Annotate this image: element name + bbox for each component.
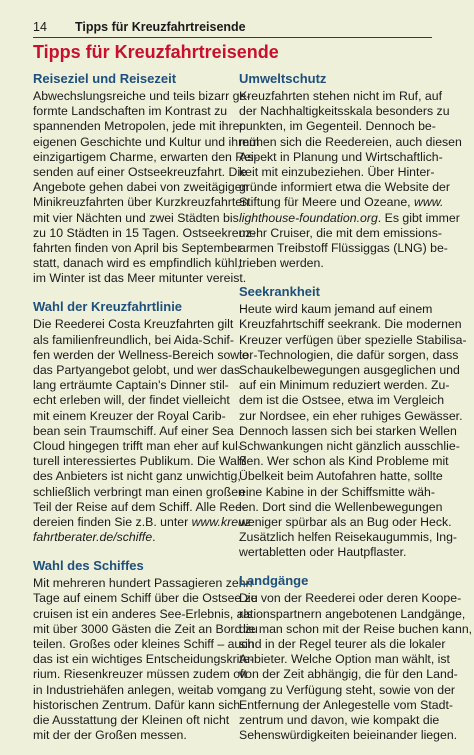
text-line: senden auf einer Ostseekreuzfahrt. Die (33, 164, 247, 179)
text-line: tor-Technologien, die dafür sorgen, dass (239, 347, 459, 362)
text-line: fen werden der Wellness-Bereich sowie (33, 347, 249, 362)
text-line: ßen. Wer schon als Kind Probleme mit (239, 454, 449, 469)
text-line: das Partyangebot gelobt, und wer das (33, 363, 241, 377)
text-line: Angebote gehen dabei von zweitägigen (33, 180, 249, 195)
text-line: rium. Riesenkreuzer müssen zudem oft (33, 667, 247, 682)
text-line: punkten, im Gegenteil. Dennoch be- (239, 119, 436, 134)
text-line: von der Zeit abhängig, die für den Land- (239, 667, 458, 682)
text-line: gang zu Verfügung steht, sowie von der (239, 682, 456, 697)
text-line: eine Kabine in der Schiffsmitte wäh- (239, 484, 435, 499)
text-line: fahrtberater.de/schiffe. (33, 530, 156, 545)
text-line: len. Dort sind die Wellenbewegungen (239, 499, 443, 514)
text-line: gründe informiert etwa die Website der (239, 180, 450, 195)
text-line: bean sein Traumschiff. Auf einer Sea (33, 423, 234, 438)
page-number: 14 (33, 20, 47, 34)
text-line: dem ist die Ostsee, etwa im Vergleich (239, 393, 445, 408)
text-line: Sehenswürdigkeiten beieinander liegen. (239, 728, 458, 743)
text-line: Die von der Reederei oder deren Koope- (239, 591, 462, 606)
text-line: spannenden Metropolen, jede mit ihrer (33, 119, 244, 134)
section-body (239, 89, 462, 271)
text-line: Zusätzlich helfen Reisekaugummis, Ing- (239, 530, 458, 545)
text-line: sind in der Regel teurer als die lokaler (239, 637, 446, 651)
text-line: mit vier Nächten und zwei Städten bis (33, 210, 239, 225)
section-body (33, 317, 252, 545)
text-line: Schwankungen nicht gänzlich ausschlie- (239, 438, 460, 453)
section-umweltschutz (239, 70, 462, 271)
section-body (33, 89, 260, 286)
text-line: in Industriehäfen anlegen, weitab vom (33, 682, 241, 697)
section-heading: Landgänge (239, 573, 309, 589)
section-seekrankheit (239, 283, 467, 560)
text-line: fahrten finden von April bis September (33, 240, 242, 255)
text-line: mühen sich die Reedereien, auch diesen (239, 134, 462, 149)
text-line: der Nachhaltigkeitsskala besonders zu (239, 104, 450, 119)
section-heading: Umweltschutz (239, 71, 327, 86)
text-line: des Anbieters ist nicht ganz unwichtig, (33, 469, 241, 484)
section-kreuzfahrtlinie (33, 298, 252, 545)
text-line: zur Nordsee, ein eher ruhiges Gewässer. (239, 408, 463, 423)
text-line: wertabletten oder Hautpflaster. (239, 545, 407, 560)
text-line: Entfernung der Anlegestelle vom Stadt- (239, 697, 453, 712)
text-line: lang erträumte Captain's Dinner stil- (33, 378, 229, 393)
chapter-title: Tipps für Kreuzfahrtreisende (33, 42, 279, 62)
text-line: Abwechslungsreiche und teils bizarr ge- (33, 89, 251, 103)
text-line: dereien finden Sie z.B. unter www.kreuz (33, 514, 252, 529)
section-heading: Wahl des Schiffes (33, 558, 144, 574)
text-line: einzigartigem Charme, erwarten den Rei- (33, 149, 258, 164)
text-line: trieben werden. (239, 256, 324, 271)
section-body (239, 302, 467, 560)
text-line: die Ausstattung der Kleinen oft nicht (33, 712, 230, 727)
text-line: statt, danach wird es empfindlich kühl, (33, 256, 241, 271)
text-line: armen Treibstoff Flüssiggas (LNG) be- (239, 240, 448, 255)
text-line: zu 10 Städten in 15 Tagen. Ostseekreuz- (33, 225, 256, 240)
text-line: Kreuzer verfügen über spezielle Stabilisa- (239, 332, 467, 347)
text-line: Mit mehreren hundert Passagieren zehn (33, 576, 253, 591)
text-line: rationspartnern angebotenen Landgänge, (239, 606, 466, 621)
text-line: Übelkeit beim Autofahren hatte, sollte (239, 469, 443, 484)
text-line: weniger spürbar als an Bug oder Heck. (239, 514, 452, 529)
text-line: echt erleben will, der findet vielleicht (33, 393, 230, 408)
text-line: Die Reederei Costa Kreuzfahrten gilt (33, 317, 234, 332)
text-line: Heute wird kaum jemand auf einem (239, 302, 433, 317)
text-line: das ist ein wichtiges Entscheidungskrite- (33, 652, 254, 667)
section-heading: Wahl der Kreuzfahrtlinie (33, 299, 183, 315)
text-line: zentrum und davon, wie kompakt die (239, 712, 440, 727)
text-line: mit der der Großen messen. (33, 728, 187, 743)
text-line: mehr Cruiser, die mit dem emissions- (239, 225, 442, 240)
text-line: Aspekt in Planung und Wirtschaftlich- (239, 149, 443, 164)
text-line: die man schon mit der Reise buchen kann, (239, 621, 473, 636)
text-line: als familienfreundlich, bei Aida-Schif- (33, 332, 234, 347)
text-line: Stiftung für Meere und Ozeane, www. (239, 195, 444, 210)
section-reiseziel (33, 70, 260, 286)
text-line: eigenen Geschichte und Kultur und ihrem (33, 134, 260, 149)
text-line: turell interessiertes Publikum. Die Wahl (33, 454, 247, 469)
text-line: Dennoch lassen sich bei starken Wellen (239, 423, 457, 438)
text-line: mit über 3000 Gästen die Zeit an Bord zu (33, 621, 258, 636)
section-body (33, 576, 258, 743)
text-line: Anbieter. Welche Option man wählt, ist (239, 652, 450, 667)
text-line: Schaukelbewegungen ausgeglichen und (239, 363, 460, 377)
text-line: schließlich verbringt man einen großen (33, 484, 245, 499)
text-line: Teil der Reise auf dem Schiff. Alle Ree- (33, 499, 247, 514)
text-line: Cloud hingegen trifft man eher auf kul- (33, 438, 242, 453)
right-column (239, 70, 473, 755)
text-line: keit mit einzubeziehen. Über Hinter- (239, 164, 435, 179)
text-line: auf ein Minimum reduziert werden. Zu- (239, 378, 450, 393)
section-heading: Reiseziel und Reisezeit (33, 71, 177, 86)
text-line: cruisen ist ein anderes See-Erlebnis, als (33, 606, 253, 621)
text-line: historischen Zentrum. Dafür kann sich (33, 697, 241, 712)
text-line: teilen. Großes oder kleines Schiff – auch (33, 637, 255, 651)
text-line: Minikreuzfahrten über Kurzkreuzfahrten (33, 195, 249, 210)
section-schiff (33, 557, 258, 743)
text-line: Kreuzfahrtschiff seekrank. Die modernen (239, 317, 462, 332)
text-line: Kreuzfahrten stehen nicht im Ruf, auf (239, 89, 443, 103)
section-heading: Seekrankheit (239, 284, 320, 300)
text-line: lighthouse-foundation.org. Es gibt immer (239, 210, 460, 225)
text-line: im Winter ist das Meer mitunter vereist. (33, 271, 247, 286)
running-head (33, 19, 432, 38)
section-landgaenge (239, 572, 473, 743)
section-body (239, 591, 473, 743)
left-column (33, 70, 260, 755)
running-head-title: Tipps für Kreuzfahrtreisende (75, 20, 246, 34)
text-line: mit einem Kreuzer der Royal Carib- (33, 408, 226, 423)
text-line: formte Landschaften im Kontrast zu (33, 104, 228, 119)
text-line: Tage auf einem Schiff über die Ostsee zu (33, 591, 258, 606)
